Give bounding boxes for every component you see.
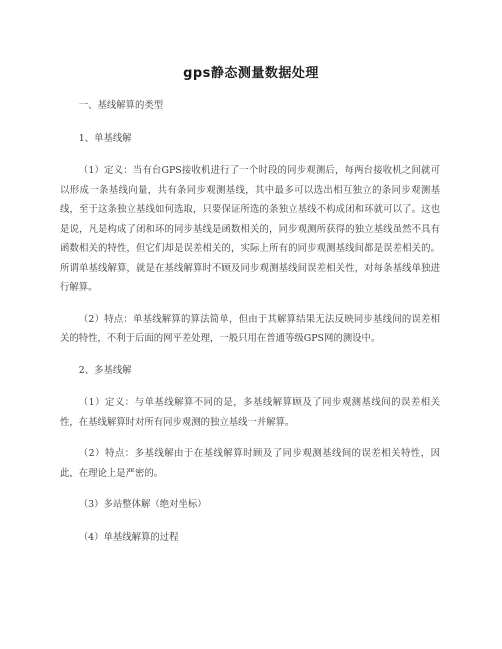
section-heading: 一、基线解算的类型	[78, 100, 164, 111]
document-body	[60, 96, 440, 560]
subsection-heading: 1、单基线解	[78, 132, 132, 144]
paragraph: （1）定义：与单基线解算不同的是，多基线解算顾及了同步观测基线间的误差相关性，在基线解算时对所有同步观测的独立基线一并解算。	[60, 397, 440, 428]
subsection-heading: 2、多基线解	[78, 364, 132, 376]
list-item: （3）多站整体解（绝对坐标）	[78, 499, 207, 510]
paragraph: （2）特点：单基线解算的算法简单，但由于其解算结果无法反映同步基线间的误差相关的特性，不利于后面的网平差处理，一般只用在普通等级GPS网的测设中。	[60, 313, 440, 344]
paragraph: （1）定义：当有台GPS接收机进行了一个时段的同步观测后，每两台接收机之间就可以形成一条基线向量，共有条同步观测基线，其中最多可以选出相互独立的条同步观测基线，至于这条独立基线如何选取，只要保证所选的条独立基线不构成闭和环就可以了。这也是说，凡是构成了闭和环的同步基线是函数相关的，同步观测所获得的独立基线虽然不具有函数相关的特性，但它们却是误差相关的，实际上所有的同步观测基线间都是误差相关的。所谓单基线解算，就是在基线解算时不顾及同步观测基线间误差相关性，对每条基线单独进行解算。	[60, 165, 440, 293]
document-title: gps静态测量数据处理	[183, 66, 319, 81]
list-item: （4）单基线解算的过程	[78, 531, 179, 543]
paragraph: （2）特点：多基线解由于在基线解算时顾及了同步观测基线间的误差相关特性，因此，在理论上是严密的。	[60, 448, 440, 479]
